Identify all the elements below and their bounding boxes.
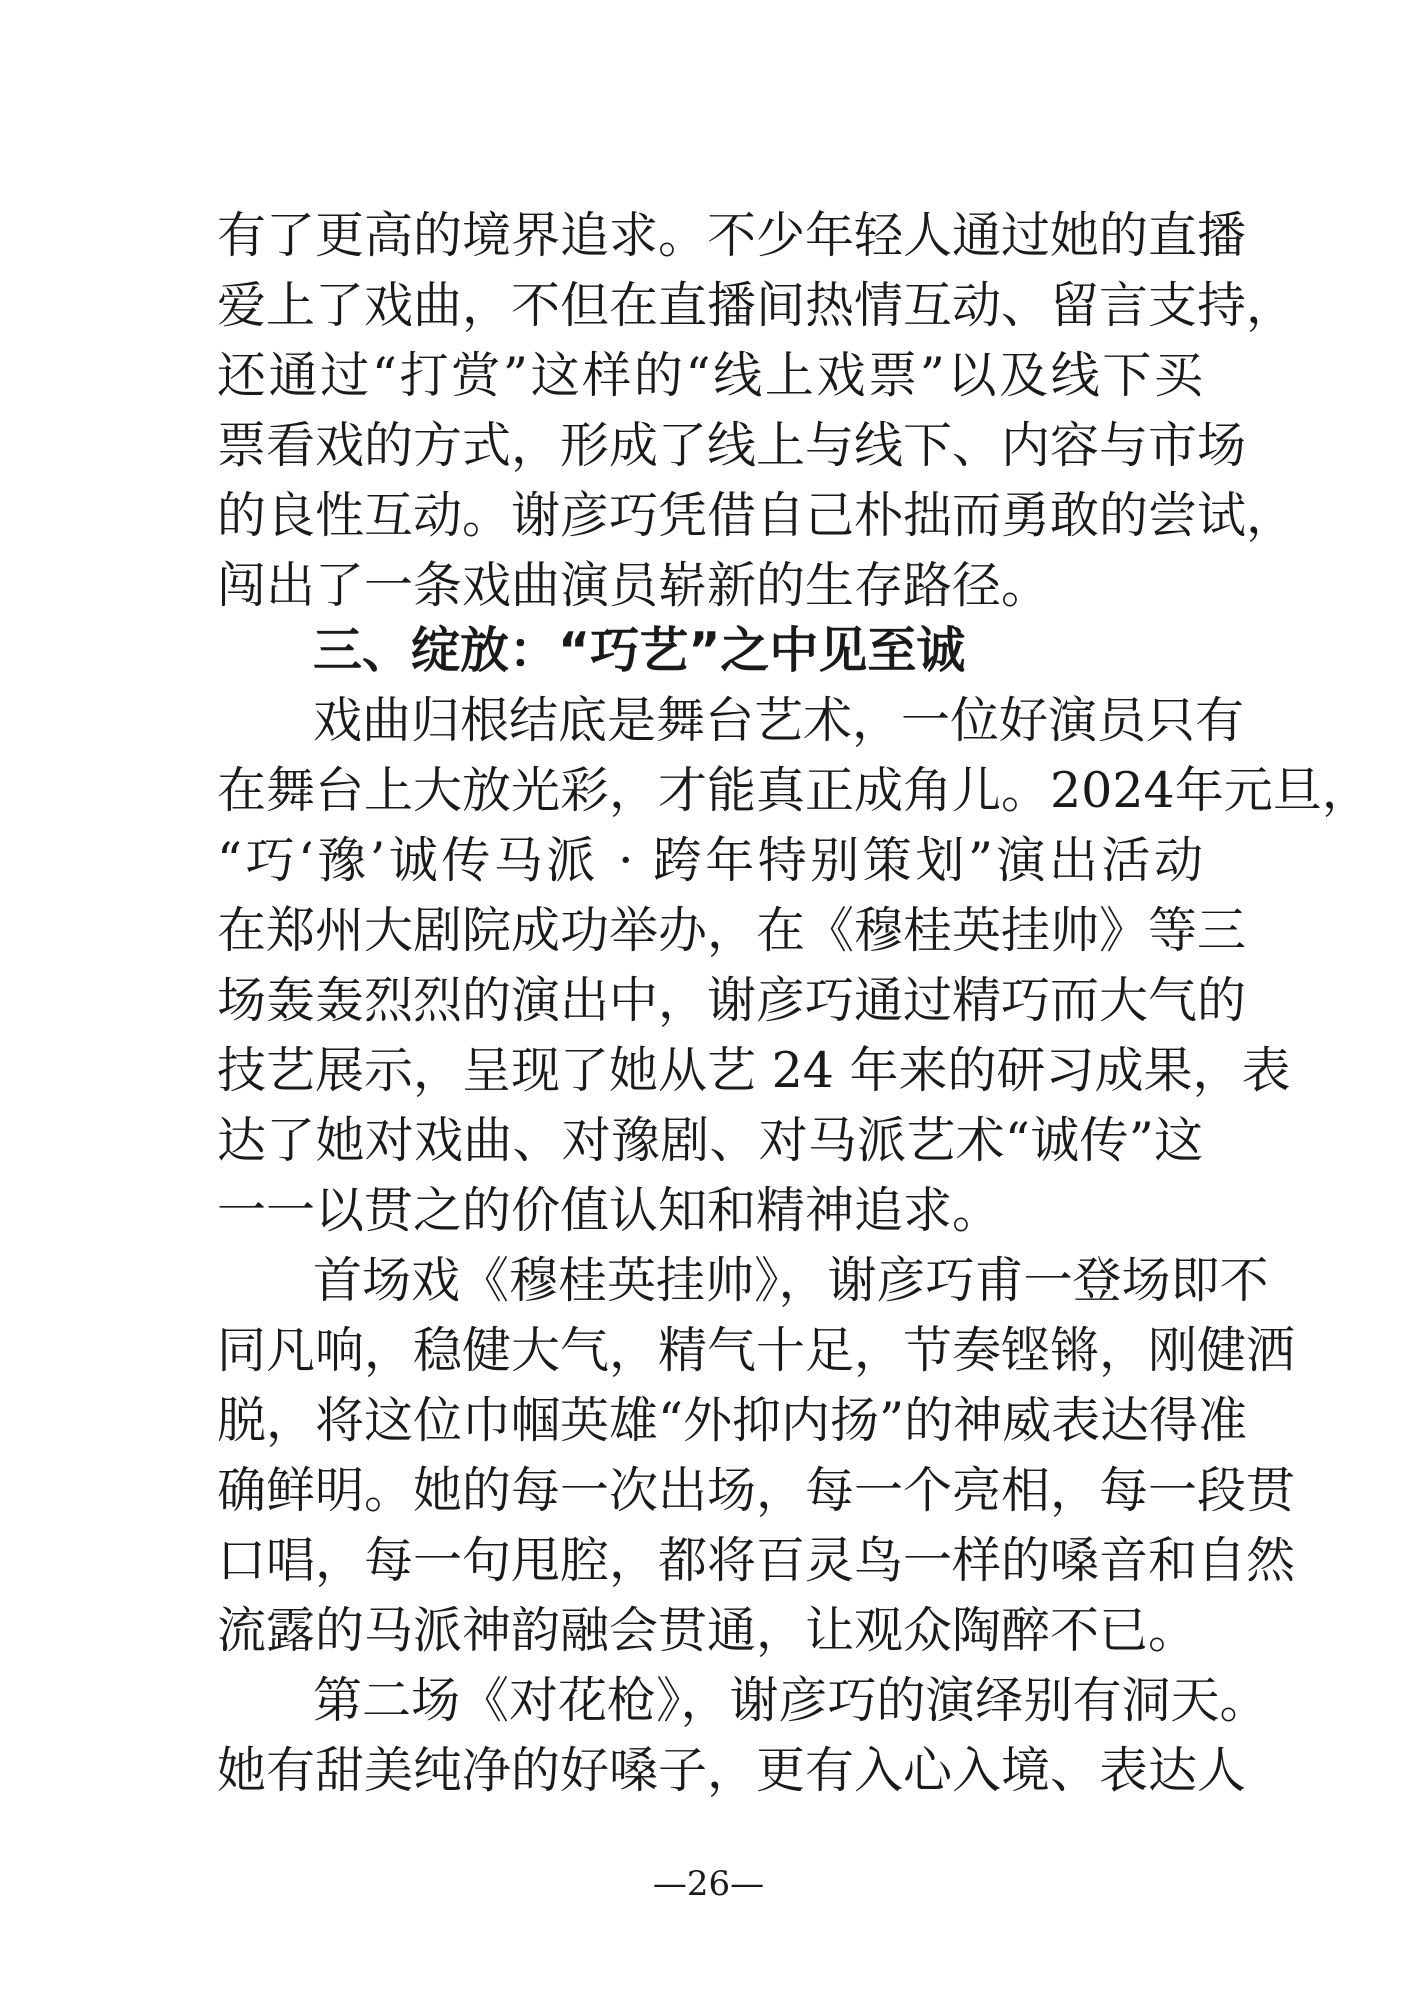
- text-line: 闯出了一条戏曲演员崭新的生存路径。: [217, 557, 1051, 614]
- text-line: 在郑州大剧院成功举办，在《穆桂英挂帅》等三: [217, 902, 1247, 959]
- text-line: 技艺展示，呈现了她从艺 24 年来的研习成果，表: [217, 1042, 1291, 1099]
- text-line: 流露的马派神韵融会贯通，让观众陶醉不已。: [217, 1602, 1198, 1659]
- text-line: 达了她对戏曲、对豫剧、对马派艺术“诚传”这: [217, 1112, 1203, 1169]
- section-heading: 三、绽放：“巧艺”之中见至诚: [313, 622, 966, 679]
- text-line: 口唱，每一句甩腔，都将百灵鸟一样的嗓音和自然: [217, 1532, 1296, 1589]
- text-line: 在舞台上大放光彩，才能真正成角儿。2024年元旦，: [217, 762, 1371, 819]
- text-line: 首场戏《穆桂英挂帅》，谢彦巧甫一登场即不: [313, 1252, 1269, 1309]
- text-line: 还通过“打赏”这样的“线上戏票”以及线下买: [217, 347, 1203, 404]
- text-line: 她有甜美纯净的好嗓子，更有入心入境、表达人: [217, 1742, 1247, 1799]
- text-line: 第二场《对花枪》，谢彦巧的演绎别有洞天。: [313, 1672, 1269, 1729]
- text-line: 有了更高的境界追求。不少年轻人通过她的直播: [217, 207, 1247, 264]
- text-line: 票看戏的方式，形成了线上与线下、内容与市场: [217, 417, 1247, 474]
- text-line: 确鲜明。她的每一次出场，每一个亮相，每一段贯: [217, 1462, 1296, 1519]
- text-line: “巧‘豫’诚传马派 · 跨年特别策划”演出活动: [217, 832, 1203, 889]
- text-line: 爱上了戏曲，不但在直播间热情互动、留言支持，: [217, 277, 1296, 334]
- text-line: 一一以贯之的价值认知和精神追求。: [217, 1182, 1002, 1239]
- text-line: 脱，将这位巾帼英雄“外抑内扬”的神威表达得准: [217, 1392, 1248, 1449]
- page-number: —26—: [652, 1864, 765, 1904]
- text-line: 同凡响，稳健大气，精气十足，节奏铿锵，刚健洒: [217, 1322, 1296, 1379]
- text-line: 场轰轰烈烈的演出中，谢彦巧通过精巧而大气的: [217, 972, 1247, 1029]
- text-line: 戏曲归根结底是舞台艺术，一位好演员只有: [313, 692, 1245, 749]
- text-line: 的良性互动。谢彦巧凭借自己朴拙而勇敢的尝试，: [217, 487, 1296, 544]
